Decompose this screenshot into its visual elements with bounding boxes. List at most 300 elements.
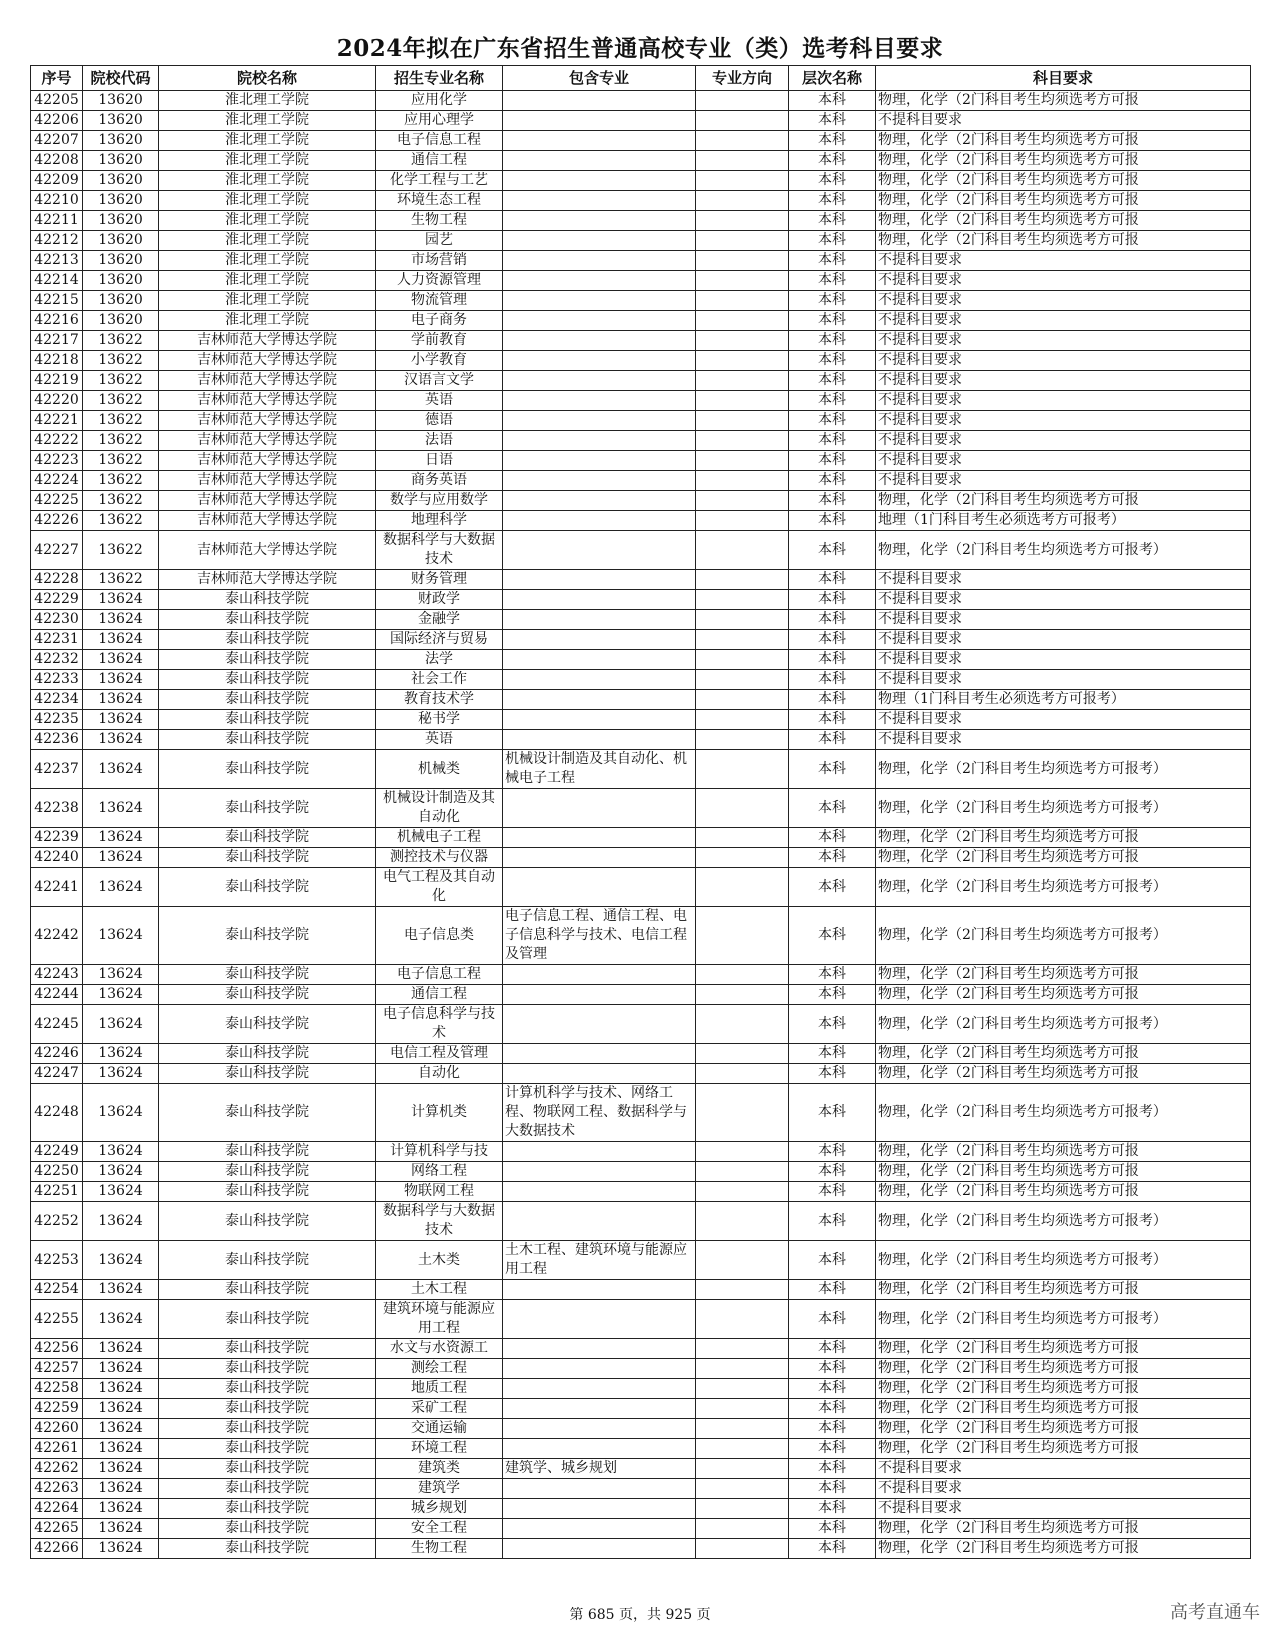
table-cell: 本科	[789, 868, 876, 907]
header-cell: 招生专业名称	[376, 66, 503, 91]
table-cell: 13622	[83, 511, 159, 531]
table-cell: 泰山科技学院	[159, 1280, 376, 1300]
table-cell	[696, 1142, 789, 1162]
table-cell: 物联网工程	[376, 1182, 503, 1202]
table-cell: 环境生态工程	[376, 191, 503, 211]
table-cell: 建筑学	[376, 1479, 503, 1499]
table-row	[31, 1241, 1251, 1280]
table-cell: 42239	[31, 828, 83, 848]
table-cell	[696, 391, 789, 411]
table-cell: 13620	[83, 211, 159, 231]
table-cell: 42255	[31, 1300, 83, 1339]
table-cell: 42207	[31, 131, 83, 151]
table-cell: 本科	[789, 1399, 876, 1419]
table-cell	[696, 351, 789, 371]
table-cell: 淮北理工学院	[159, 91, 376, 111]
table-cell	[696, 111, 789, 131]
table-cell	[696, 1499, 789, 1519]
table-cell	[696, 1539, 789, 1559]
table-row	[31, 191, 1251, 211]
table-row	[31, 789, 1251, 828]
table-cell	[696, 1084, 789, 1142]
table-cell: 物理，化学（2门科目考生均须选考方可报	[876, 1044, 1251, 1064]
table-cell	[696, 1044, 789, 1064]
table-cell: 42264	[31, 1499, 83, 1519]
table-cell: 不提科目要求	[876, 630, 1251, 650]
table-cell	[696, 630, 789, 650]
table-row	[31, 570, 1251, 590]
table-cell: 13624	[83, 1162, 159, 1182]
table-cell: 42257	[31, 1359, 83, 1379]
page-title: 2024年拟在广东省招生普通高校专业（类）选考科目要求	[336, 35, 944, 62]
table-cell: 财务管理	[376, 570, 503, 590]
table-cell: 42205	[31, 91, 83, 111]
table-cell	[503, 491, 696, 511]
table-cell: 泰山科技学院	[159, 1439, 376, 1459]
table-cell: 电子商务	[376, 311, 503, 331]
table-cell: 13620	[83, 91, 159, 111]
table-cell: 物理，化学（2门科目考生均须选考方可报	[876, 131, 1251, 151]
table-cell: 13624	[83, 985, 159, 1005]
table-cell: 42265	[31, 1519, 83, 1539]
table-cell: 物理，化学（2门科目考生均须选考方可报考）	[876, 1241, 1251, 1280]
table-cell: 物理，化学（2门科目考生均须选考方可报考）	[876, 750, 1251, 789]
table-cell: 社会工作	[376, 670, 503, 690]
table-cell: 42253	[31, 1241, 83, 1280]
table-cell: 吉林师范大学博达学院	[159, 391, 376, 411]
table-cell: 泰山科技学院	[159, 1359, 376, 1379]
table-cell: 日语	[376, 451, 503, 471]
table-cell: 本科	[789, 91, 876, 111]
table-cell: 42243	[31, 965, 83, 985]
table-cell	[696, 907, 789, 965]
table-cell: 吉林师范大学博达学院	[159, 491, 376, 511]
table-cell	[503, 1182, 696, 1202]
table-cell: 本科	[789, 251, 876, 271]
table-cell	[696, 650, 789, 670]
table-cell: 13624	[83, 630, 159, 650]
table-cell: 本科	[789, 171, 876, 191]
header-cell: 层次名称	[789, 66, 876, 91]
table-row	[31, 1202, 1251, 1241]
table-row	[31, 1399, 1251, 1419]
table-cell: 13624	[83, 1399, 159, 1419]
table-cell: 数据科学与大数据技术	[376, 531, 503, 570]
table-cell: 泰山科技学院	[159, 907, 376, 965]
table-cell: 通信工程	[376, 151, 503, 171]
table-cell: 42247	[31, 1064, 83, 1084]
table-cell: 泰山科技学院	[159, 1519, 376, 1539]
table-cell	[503, 1499, 696, 1519]
table-cell	[503, 828, 696, 848]
table-cell: 物理，化学（2门科目考生均须选考方可报	[876, 1419, 1251, 1439]
table-cell	[503, 91, 696, 111]
table-cell: 本科	[789, 1280, 876, 1300]
table-cell: 13622	[83, 531, 159, 570]
table-cell	[503, 471, 696, 491]
table-cell: 淮北理工学院	[159, 211, 376, 231]
table-cell: 本科	[789, 531, 876, 570]
table-cell: 泰山科技学院	[159, 710, 376, 730]
table-cell: 42224	[31, 471, 83, 491]
table-cell: 泰山科技学院	[159, 1499, 376, 1519]
table-cell: 42232	[31, 650, 83, 670]
table-cell: 42225	[31, 491, 83, 511]
table-cell: 本科	[789, 1064, 876, 1084]
table-cell: 淮北理工学院	[159, 231, 376, 251]
table-row	[31, 1182, 1251, 1202]
table-cell: 13624	[83, 730, 159, 750]
table-row	[31, 1359, 1251, 1379]
table-cell: 物流管理	[376, 291, 503, 311]
table-cell: 13622	[83, 371, 159, 391]
table-row	[31, 1044, 1251, 1064]
table-cell	[503, 451, 696, 471]
table-row	[31, 1379, 1251, 1399]
table-cell: 应用心理学	[376, 111, 503, 131]
table-cell: 不提科目要求	[876, 570, 1251, 590]
table-cell	[503, 965, 696, 985]
table-cell	[696, 251, 789, 271]
table-cell	[503, 131, 696, 151]
table-cell: 生物工程	[376, 211, 503, 231]
table-cell: 42230	[31, 610, 83, 630]
table-cell: 泰山科技学院	[159, 848, 376, 868]
table-cell	[696, 1300, 789, 1339]
table-cell: 本科	[789, 1142, 876, 1162]
table-cell: 13622	[83, 491, 159, 511]
table-cell: 地理（1门科目考生必须选考方可报考）	[876, 511, 1251, 531]
table-cell: 本科	[789, 1202, 876, 1241]
table-cell: 13624	[83, 1182, 159, 1202]
table-cell: 13620	[83, 131, 159, 151]
table-cell: 42246	[31, 1044, 83, 1064]
table-cell	[503, 391, 696, 411]
table-cell: 国际经济与贸易	[376, 630, 503, 650]
table-cell	[696, 511, 789, 531]
table-row	[31, 1499, 1251, 1519]
table-cell	[503, 610, 696, 630]
table-cell: 泰山科技学院	[159, 1459, 376, 1479]
table-cell: 不提科目要求	[876, 251, 1251, 271]
table-cell: 物理，化学（2门科目考生均须选考方可报	[876, 491, 1251, 511]
table-cell: 不提科目要求	[876, 590, 1251, 610]
table-cell: 物理，化学（2门科目考生均须选考方可报考）	[876, 1084, 1251, 1142]
table-cell: 本科	[789, 231, 876, 251]
table-cell: 13624	[83, 1419, 159, 1439]
table-cell	[696, 1479, 789, 1499]
table-cell: 泰山科技学院	[159, 1300, 376, 1339]
table-cell: 本科	[789, 131, 876, 151]
table-cell: 42250	[31, 1162, 83, 1182]
table-cell: 吉林师范大学博达学院	[159, 331, 376, 351]
table-cell: 不提科目要求	[876, 111, 1251, 131]
table-cell: 淮北理工学院	[159, 251, 376, 271]
header-cell: 科目要求	[876, 66, 1251, 91]
table-cell: 13622	[83, 331, 159, 351]
table-cell	[696, 1241, 789, 1280]
table-cell: 13624	[83, 848, 159, 868]
header-cell: 包含专业	[503, 66, 696, 91]
table-cell: 不提科目要求	[876, 351, 1251, 371]
table-cell	[696, 171, 789, 191]
table-row	[31, 311, 1251, 331]
table-cell	[503, 431, 696, 451]
table-cell: 网络工程	[376, 1162, 503, 1182]
table-cell: 应用化学	[376, 91, 503, 111]
table-cell: 泰山科技学院	[159, 1339, 376, 1359]
table-cell: 本科	[789, 1539, 876, 1559]
table-cell	[696, 670, 789, 690]
table-cell: 13622	[83, 431, 159, 451]
page-footer: 第 685 页，共 925 页	[569, 1607, 711, 1623]
table-row	[31, 411, 1251, 431]
table-cell: 本科	[789, 491, 876, 511]
table-cell: 13620	[83, 151, 159, 171]
table-cell: 13620	[83, 191, 159, 211]
table-cell: 泰山科技学院	[159, 1142, 376, 1162]
table-cell: 泰山科技学院	[159, 1241, 376, 1280]
table-cell	[696, 848, 789, 868]
table-cell	[696, 331, 789, 351]
table-cell: 泰山科技学院	[159, 650, 376, 670]
table-cell	[696, 965, 789, 985]
table-row	[31, 531, 1251, 570]
table-cell: 13620	[83, 311, 159, 331]
table-cell	[503, 1439, 696, 1459]
table-row	[31, 670, 1251, 690]
table-cell: 不提科目要求	[876, 451, 1251, 471]
table-cell	[696, 1280, 789, 1300]
table-row	[31, 1280, 1251, 1300]
table-cell: 德语	[376, 411, 503, 431]
table-cell: 本科	[789, 630, 876, 650]
table-row	[31, 848, 1251, 868]
table-cell: 吉林师范大学博达学院	[159, 431, 376, 451]
table-row	[31, 251, 1251, 271]
table-cell: 吉林师范大学博达学院	[159, 351, 376, 371]
table-cell	[696, 1064, 789, 1084]
table-cell: 42206	[31, 111, 83, 131]
table-cell	[503, 531, 696, 570]
table-cell	[696, 590, 789, 610]
table-cell: 13624	[83, 1499, 159, 1519]
table-cell	[696, 91, 789, 111]
table-cell: 13624	[83, 1479, 159, 1499]
table-cell: 不提科目要求	[876, 471, 1251, 491]
table-cell: 42242	[31, 907, 83, 965]
table-cell	[503, 251, 696, 271]
table-row	[31, 1005, 1251, 1044]
table-cell: 42226	[31, 511, 83, 531]
table-cell: 13624	[83, 907, 159, 965]
table-cell: 13624	[83, 1280, 159, 1300]
table-cell	[503, 710, 696, 730]
table-cell: 42209	[31, 171, 83, 191]
table-cell: 本科	[789, 1419, 876, 1439]
table-row	[31, 91, 1251, 111]
table-cell: 安全工程	[376, 1519, 503, 1539]
table-cell	[696, 610, 789, 630]
table-cell: 淮北理工学院	[159, 291, 376, 311]
table-cell: 物理，化学（2门科目考生均须选考方可报	[876, 1379, 1251, 1399]
table-row	[31, 151, 1251, 171]
table-cell: 市场营销	[376, 251, 503, 271]
table-cell: 13624	[83, 1142, 159, 1162]
table-cell: 本科	[789, 1084, 876, 1142]
table-cell: 吉林师范大学博达学院	[159, 570, 376, 590]
table-cell	[503, 271, 696, 291]
table-cell: 13624	[83, 710, 159, 730]
table-cell: 吉林师范大学博达学院	[159, 531, 376, 570]
table-cell: 物理，化学（2门科目考生均须选考方可报考）	[876, 1300, 1251, 1339]
table-cell: 13620	[83, 291, 159, 311]
table-cell: 42231	[31, 630, 83, 650]
table-cell: 本科	[789, 451, 876, 471]
table-cell: 环境工程	[376, 1439, 503, 1459]
table-cell: 42213	[31, 251, 83, 271]
table-cell: 42236	[31, 730, 83, 750]
table-row	[31, 1064, 1251, 1084]
table-cell: 物理，化学（2门科目考生均须选考方可报	[876, 1519, 1251, 1539]
table-cell: 本科	[789, 1479, 876, 1499]
table-cell: 本科	[789, 590, 876, 610]
table-cell: 泰山科技学院	[159, 1084, 376, 1142]
table-cell	[696, 371, 789, 391]
table-cell	[696, 868, 789, 907]
table-cell: 泰山科技学院	[159, 1044, 376, 1064]
table-cell	[503, 650, 696, 670]
table-cell: 教育技术学	[376, 690, 503, 710]
table-row	[31, 1459, 1251, 1479]
table-cell	[503, 1339, 696, 1359]
table-cell	[503, 191, 696, 211]
table-cell	[503, 868, 696, 907]
table-cell: 42221	[31, 411, 83, 431]
table-cell: 42256	[31, 1339, 83, 1359]
table-row	[31, 730, 1251, 750]
table-cell: 计算机类	[376, 1084, 503, 1142]
table-cell: 本科	[789, 730, 876, 750]
table-cell: 不提科目要求	[876, 1479, 1251, 1499]
table-cell: 42228	[31, 570, 83, 590]
table-row	[31, 1479, 1251, 1499]
table-cell	[503, 1399, 696, 1419]
table-row	[31, 351, 1251, 371]
table-cell: 化学工程与工艺	[376, 171, 503, 191]
table-cell: 不提科目要求	[876, 610, 1251, 630]
table-cell: 建筑学、城乡规划	[503, 1459, 696, 1479]
table-cell	[696, 1459, 789, 1479]
table-cell: 泰山科技学院	[159, 868, 376, 907]
table-cell	[503, 1162, 696, 1182]
table-cell	[503, 1005, 696, 1044]
table-cell	[696, 789, 789, 828]
table-cell: 13622	[83, 391, 159, 411]
table-cell	[503, 1539, 696, 1559]
table-cell: 13620	[83, 271, 159, 291]
table-cell: 地质工程	[376, 1379, 503, 1399]
table-row	[31, 985, 1251, 1005]
table-cell: 电子信息类	[376, 907, 503, 965]
table-cell: 13624	[83, 610, 159, 630]
table-row	[31, 907, 1251, 965]
table-cell: 42258	[31, 1379, 83, 1399]
table-cell: 数学与应用数学	[376, 491, 503, 511]
table-header-row	[31, 66, 1251, 91]
table-cell: 淮北理工学院	[159, 191, 376, 211]
table-cell	[503, 511, 696, 531]
table-cell: 泰山科技学院	[159, 1399, 376, 1419]
table-cell: 本科	[789, 191, 876, 211]
table-row	[31, 1439, 1251, 1459]
table-cell: 不提科目要求	[876, 271, 1251, 291]
table-cell: 物理，化学（2门科目考生均须选考方可报	[876, 1339, 1251, 1359]
table-cell	[503, 1064, 696, 1084]
table-cell: 42241	[31, 868, 83, 907]
table-cell: 物理，化学（2门科目考生均须选考方可报	[876, 1539, 1251, 1559]
table-cell: 泰山科技学院	[159, 789, 376, 828]
table-cell: 不提科目要求	[876, 710, 1251, 730]
table-cell	[696, 191, 789, 211]
table-cell: 本科	[789, 371, 876, 391]
table-cell: 42234	[31, 690, 83, 710]
table-cell	[696, 730, 789, 750]
table-cell: 42227	[31, 531, 83, 570]
table-cell	[696, 431, 789, 451]
table-cell: 13624	[83, 1359, 159, 1379]
table-cell: 通信工程	[376, 985, 503, 1005]
table-cell: 42237	[31, 750, 83, 789]
table-cell: 本科	[789, 1519, 876, 1539]
table-row	[31, 171, 1251, 191]
table-cell: 本科	[789, 1300, 876, 1339]
table-cell: 13624	[83, 1539, 159, 1559]
table-cell: 本科	[789, 1379, 876, 1399]
table-cell: 淮北理工学院	[159, 131, 376, 151]
table-cell: 机械类	[376, 750, 503, 789]
table-cell: 42263	[31, 1479, 83, 1499]
table-cell: 计算机科学与技	[376, 1142, 503, 1162]
table-cell	[696, 570, 789, 590]
table-cell: 13624	[83, 1044, 159, 1064]
table-cell: 13624	[83, 1439, 159, 1459]
table-cell: 不提科目要求	[876, 670, 1251, 690]
table-cell	[503, 590, 696, 610]
table-cell: 交通运输	[376, 1419, 503, 1439]
table-cell: 不提科目要求	[876, 730, 1251, 750]
table-cell: 商务英语	[376, 471, 503, 491]
table-cell: 不提科目要求	[876, 291, 1251, 311]
table-cell: 不提科目要求	[876, 371, 1251, 391]
table-cell: 机械电子工程	[376, 828, 503, 848]
table-cell: 淮北理工学院	[159, 271, 376, 291]
table-cell: 本科	[789, 111, 876, 131]
table-cell: 物理，化学（2门科目考生均须选考方可报	[876, 848, 1251, 868]
table-cell: 13624	[83, 1241, 159, 1280]
table-cell	[503, 411, 696, 431]
table-cell: 不提科目要求	[876, 311, 1251, 331]
table-cell	[696, 828, 789, 848]
table-cell: 建筑类	[376, 1459, 503, 1479]
table-cell: 13620	[83, 111, 159, 131]
table-cell: 秘书学	[376, 710, 503, 730]
table-cell: 42251	[31, 1182, 83, 1202]
table-cell: 42218	[31, 351, 83, 371]
table-cell	[503, 231, 696, 251]
table-cell: 42222	[31, 431, 83, 451]
table-cell: 13624	[83, 590, 159, 610]
